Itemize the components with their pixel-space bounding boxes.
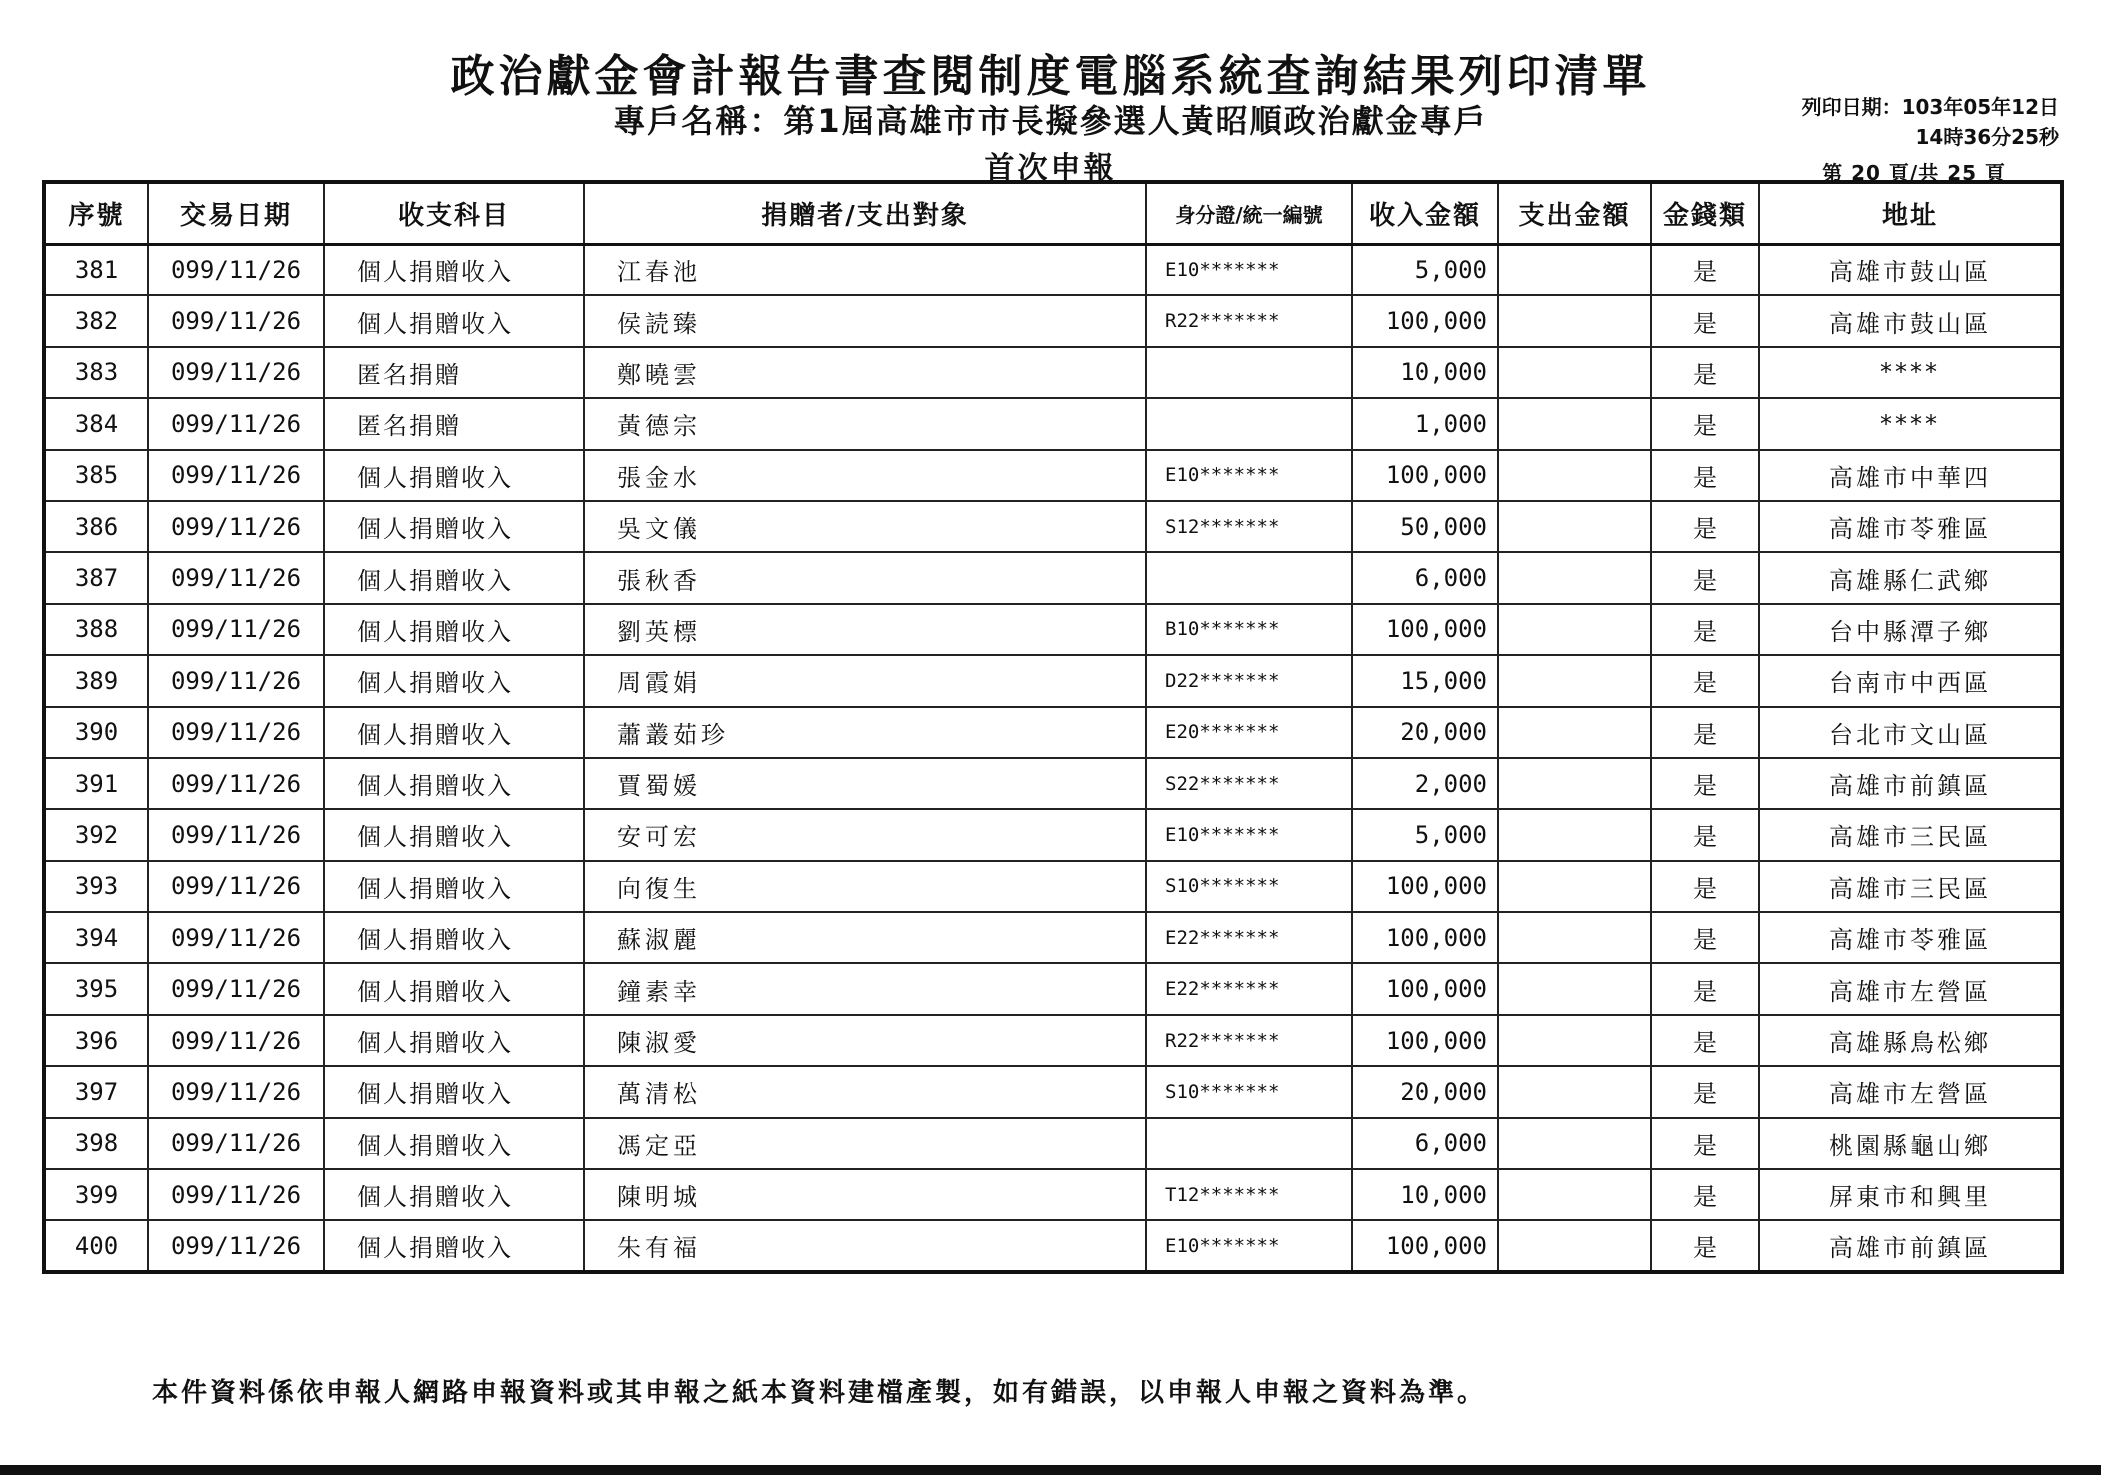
cell-seq: 398 — [44, 1118, 148, 1169]
cell-category: 個人捐贈收入 — [324, 295, 584, 346]
cell-date: 099/11/26 — [148, 809, 324, 860]
cell-date: 099/11/26 — [148, 398, 324, 449]
cell-id: S10******* — [1146, 1066, 1352, 1117]
cell-income: 50,000 — [1352, 501, 1498, 552]
table-row — [44, 809, 2062, 860]
table-row — [44, 1118, 2062, 1169]
column-header-seq: 序號 — [44, 182, 148, 244]
table-row — [44, 450, 2062, 501]
cell-address: 高雄市左營區 — [1759, 963, 2062, 1014]
cell-expense — [1498, 552, 1651, 603]
cell-expense — [1498, 501, 1651, 552]
table-row — [44, 398, 2062, 449]
cell-date: 099/11/26 — [148, 1066, 324, 1117]
cell-id: R22******* — [1146, 1015, 1352, 1066]
cell-category: 個人捐贈收入 — [324, 1066, 584, 1117]
table-row — [44, 1066, 2062, 1117]
cell-donor: 陳明城 — [584, 1169, 1146, 1220]
cell-expense — [1498, 398, 1651, 449]
cell-donor: 周霞娟 — [584, 655, 1146, 706]
cell-income: 100,000 — [1352, 1015, 1498, 1066]
report-type: 首次申報 — [984, 151, 1117, 186]
cell-seq: 396 — [44, 1015, 148, 1066]
cell-money-type: 是 — [1651, 1169, 1759, 1220]
cell-address: 高雄市苓雅區 — [1759, 912, 2062, 963]
cell-address: 高雄縣仁武鄉 — [1759, 552, 2062, 603]
cell-address: 台南市中西區 — [1759, 655, 2062, 706]
cell-expense — [1498, 244, 1651, 295]
cell-date: 099/11/26 — [148, 1169, 324, 1220]
cell-money-type: 是 — [1651, 1220, 1759, 1271]
cell-date: 099/11/26 — [148, 604, 324, 655]
cell-seq: 399 — [44, 1169, 148, 1220]
cell-expense — [1498, 295, 1651, 346]
cell-date: 099/11/26 — [148, 347, 324, 398]
cell-income: 1,000 — [1352, 398, 1498, 449]
cell-category: 個人捐贈收入 — [324, 501, 584, 552]
cell-id — [1146, 1118, 1352, 1169]
cell-category: 個人捐贈收入 — [324, 809, 584, 860]
cell-category: 個人捐贈收入 — [324, 912, 584, 963]
cell-id: E22******* — [1146, 912, 1352, 963]
cell-date: 099/11/26 — [148, 1220, 324, 1271]
column-header-expense: 支出金額 — [1498, 182, 1651, 244]
cell-id: E22******* — [1146, 963, 1352, 1014]
cell-seq: 384 — [44, 398, 148, 449]
cell-seq: 383 — [44, 347, 148, 398]
cell-id: B10******* — [1146, 604, 1352, 655]
cell-expense — [1498, 861, 1651, 912]
cell-income: 5,000 — [1352, 244, 1498, 295]
cell-donor: 向復生 — [584, 861, 1146, 912]
cell-money-type: 是 — [1651, 809, 1759, 860]
cell-category: 匿名捐贈 — [324, 398, 584, 449]
cell-category: 個人捐贈收入 — [324, 707, 584, 758]
cell-seq: 385 — [44, 450, 148, 501]
cell-id — [1146, 398, 1352, 449]
cell-money-type: 是 — [1651, 963, 1759, 1014]
cell-income: 6,000 — [1352, 552, 1498, 603]
column-header-address: 地址 — [1759, 182, 2062, 244]
cell-date: 099/11/26 — [148, 1015, 324, 1066]
cell-seq: 388 — [44, 604, 148, 655]
cell-seq: 382 — [44, 295, 148, 346]
cell-seq: 395 — [44, 963, 148, 1014]
table-row — [44, 604, 2062, 655]
print-date-line1: 列印日期：103年05年12日 — [1801, 95, 2059, 119]
cell-address: 高雄市鼓山區 — [1759, 244, 2062, 295]
cell-id: E10******* — [1146, 450, 1352, 501]
cell-donor: 賈蜀媛 — [584, 758, 1146, 809]
table-row — [44, 912, 2062, 963]
column-header-id: 身分證/統一編號 — [1146, 182, 1352, 244]
cell-income: 100,000 — [1352, 295, 1498, 346]
document-title: 政治獻金會計報告書查閱制度電腦系統查詢結果列印清單 — [450, 51, 1651, 102]
column-header-income: 收入金額 — [1352, 182, 1498, 244]
cell-seq: 390 — [44, 707, 148, 758]
cell-donor: 朱有福 — [584, 1220, 1146, 1271]
footer-note: 本件資料係依申報人網路申報資料或其申報之紙本資料建檔產製，如有錯誤，以申報人申報之資料為準。 — [152, 1378, 1487, 1408]
cell-category: 個人捐贈收入 — [324, 1015, 584, 1066]
cell-money-type: 是 — [1651, 552, 1759, 603]
cell-address: 高雄市三民區 — [1759, 809, 2062, 860]
cell-seq: 387 — [44, 552, 148, 603]
cell-income: 6,000 — [1352, 1118, 1498, 1169]
cell-address: 高雄市前鎮區 — [1759, 758, 2062, 809]
cell-expense — [1498, 912, 1651, 963]
table-row — [44, 861, 2062, 912]
cell-expense — [1498, 1118, 1651, 1169]
ledger-body — [44, 244, 2062, 1272]
cell-money-type: 是 — [1651, 912, 1759, 963]
cell-category: 個人捐贈收入 — [324, 1220, 584, 1271]
cell-id — [1146, 552, 1352, 603]
cell-income: 100,000 — [1352, 450, 1498, 501]
column-header-category: 收支科目 — [324, 182, 584, 244]
cell-money-type: 是 — [1651, 1118, 1759, 1169]
cell-category: 個人捐贈收入 — [324, 1169, 584, 1220]
cell-donor: 黃德宗 — [584, 398, 1146, 449]
table-row — [44, 347, 2062, 398]
column-header-donor: 捐贈者/支出對象 — [584, 182, 1146, 244]
cell-address: 高雄市苓雅區 — [1759, 501, 2062, 552]
cell-expense — [1498, 655, 1651, 706]
cell-money-type: 是 — [1651, 1015, 1759, 1066]
cell-category: 個人捐贈收入 — [324, 450, 584, 501]
cell-category: 個人捐贈收入 — [324, 861, 584, 912]
cell-donor: 鄭曉雲 — [584, 347, 1146, 398]
cell-income: 20,000 — [1352, 1066, 1498, 1117]
cell-address: 高雄縣鳥松鄉 — [1759, 1015, 2062, 1066]
table-row — [44, 1015, 2062, 1066]
cell-id: E10******* — [1146, 1220, 1352, 1271]
table-row — [44, 758, 2062, 809]
cell-seq: 394 — [44, 912, 148, 963]
cell-category: 個人捐贈收入 — [324, 758, 584, 809]
print-date-line2: 14時36分25秒 — [1915, 125, 2059, 149]
cell-category: 個人捐贈收入 — [324, 244, 584, 295]
cell-seq: 389 — [44, 655, 148, 706]
cell-category: 個人捐贈收入 — [324, 655, 584, 706]
cell-expense — [1498, 604, 1651, 655]
cell-address: 台中縣潭子鄉 — [1759, 604, 2062, 655]
table-row — [44, 295, 2062, 346]
cell-income: 100,000 — [1352, 963, 1498, 1014]
cell-address: 高雄市前鎮區 — [1759, 1220, 2062, 1271]
cell-income: 5,000 — [1352, 809, 1498, 860]
cell-id — [1146, 347, 1352, 398]
cell-expense — [1498, 1169, 1651, 1220]
cell-donor: 萬清松 — [584, 1066, 1146, 1117]
cell-money-type: 是 — [1651, 244, 1759, 295]
cell-donor: 劉英標 — [584, 604, 1146, 655]
cell-expense — [1498, 963, 1651, 1014]
bottom-edge — [0, 1465, 2101, 1475]
table-row — [44, 1169, 2062, 1220]
cell-money-type: 是 — [1651, 861, 1759, 912]
cell-seq: 400 — [44, 1220, 148, 1271]
cell-money-type: 是 — [1651, 758, 1759, 809]
cell-seq: 397 — [44, 1066, 148, 1117]
cell-expense — [1498, 809, 1651, 860]
ledger-table — [42, 180, 2064, 1274]
cell-seq: 391 — [44, 758, 148, 809]
cell-seq: 386 — [44, 501, 148, 552]
account-name: 專戶名稱：第1屆高雄市市長擬參選人黃昭順政治獻金專戶 — [613, 102, 1488, 140]
cell-id: S10******* — [1146, 861, 1352, 912]
cell-money-type: 是 — [1651, 707, 1759, 758]
cell-address: 高雄市中華四 — [1759, 450, 2062, 501]
cell-date: 099/11/26 — [148, 552, 324, 603]
cell-category: 個人捐贈收入 — [324, 963, 584, 1014]
cell-donor: 蘇淑麗 — [584, 912, 1146, 963]
cell-date: 099/11/26 — [148, 1118, 324, 1169]
table-row — [44, 707, 2062, 758]
cell-expense — [1498, 1015, 1651, 1066]
cell-income: 2,000 — [1352, 758, 1498, 809]
cell-address: 屏東市和興里 — [1759, 1169, 2062, 1220]
table-row — [44, 1220, 2062, 1271]
page-info: 第 20 頁/共 25 頁 — [1822, 161, 2006, 185]
cell-address: 桃園縣龜山鄉 — [1759, 1118, 2062, 1169]
cell-address: 高雄市鼓山區 — [1759, 295, 2062, 346]
cell-donor: 張金水 — [584, 450, 1146, 501]
cell-seq: 392 — [44, 809, 148, 860]
cell-donor: 吳文儀 — [584, 501, 1146, 552]
cell-id: R22******* — [1146, 295, 1352, 346]
cell-expense — [1498, 707, 1651, 758]
cell-donor: 馮定亞 — [584, 1118, 1146, 1169]
cell-id: E10******* — [1146, 809, 1352, 860]
cell-expense — [1498, 450, 1651, 501]
cell-money-type: 是 — [1651, 347, 1759, 398]
cell-date: 099/11/26 — [148, 861, 324, 912]
cell-date: 099/11/26 — [148, 912, 324, 963]
cell-income: 20,000 — [1352, 707, 1498, 758]
table-row — [44, 501, 2062, 552]
cell-donor: 江春池 — [584, 244, 1146, 295]
table-row — [44, 244, 2062, 295]
cell-date: 099/11/26 — [148, 244, 324, 295]
cell-money-type: 是 — [1651, 1066, 1759, 1117]
cell-expense — [1498, 758, 1651, 809]
cell-address: **** — [1759, 398, 2062, 449]
cell-address: 台北市文山區 — [1759, 707, 2062, 758]
table-header-row — [44, 182, 2062, 244]
cell-expense — [1498, 1066, 1651, 1117]
cell-seq: 393 — [44, 861, 148, 912]
cell-seq: 381 — [44, 244, 148, 295]
cell-date: 099/11/26 — [148, 707, 324, 758]
cell-expense — [1498, 1220, 1651, 1271]
cell-id: D22******* — [1146, 655, 1352, 706]
cell-id: S22******* — [1146, 758, 1352, 809]
cell-money-type: 是 — [1651, 295, 1759, 346]
cell-date: 099/11/26 — [148, 655, 324, 706]
cell-income: 100,000 — [1352, 604, 1498, 655]
cell-id: T12******* — [1146, 1169, 1352, 1220]
column-header-date: 交易日期 — [148, 182, 324, 244]
cell-income: 10,000 — [1352, 1169, 1498, 1220]
table-row — [44, 963, 2062, 1014]
cell-date: 099/11/26 — [148, 295, 324, 346]
cell-donor: 侯読臻 — [584, 295, 1146, 346]
column-header-money-type: 金錢類 — [1651, 182, 1759, 244]
table-row — [44, 655, 2062, 706]
cell-category: 個人捐贈收入 — [324, 552, 584, 603]
table-row — [44, 552, 2062, 603]
cell-income: 10,000 — [1352, 347, 1498, 398]
cell-income: 100,000 — [1352, 861, 1498, 912]
cell-donor: 張秋香 — [584, 552, 1146, 603]
cell-money-type: 是 — [1651, 604, 1759, 655]
cell-donor: 鐘素幸 — [584, 963, 1146, 1014]
cell-expense — [1498, 347, 1651, 398]
cell-donor: 安可宏 — [584, 809, 1146, 860]
cell-income: 100,000 — [1352, 1220, 1498, 1271]
cell-money-type: 是 — [1651, 655, 1759, 706]
cell-income: 100,000 — [1352, 912, 1498, 963]
cell-category: 個人捐贈收入 — [324, 1118, 584, 1169]
cell-address: **** — [1759, 347, 2062, 398]
cell-address: 高雄市三民區 — [1759, 861, 2062, 912]
cell-income: 15,000 — [1352, 655, 1498, 706]
cell-money-type: 是 — [1651, 501, 1759, 552]
cell-id: S12******* — [1146, 501, 1352, 552]
cell-date: 099/11/26 — [148, 963, 324, 1014]
cell-money-type: 是 — [1651, 398, 1759, 449]
print-date — [1802, 92, 2059, 152]
cell-category: 匿名捐贈 — [324, 347, 584, 398]
cell-money-type: 是 — [1651, 450, 1759, 501]
cell-donor: 蕭叢茹珍 — [584, 707, 1146, 758]
cell-date: 099/11/26 — [148, 758, 324, 809]
cell-donor: 陳淑愛 — [584, 1015, 1146, 1066]
cell-date: 099/11/26 — [148, 501, 324, 552]
cell-category: 個人捐贈收入 — [324, 604, 584, 655]
cell-id: E20******* — [1146, 707, 1352, 758]
cell-address: 高雄市左營區 — [1759, 1066, 2062, 1117]
cell-date: 099/11/26 — [148, 450, 324, 501]
cell-id: E10******* — [1146, 244, 1352, 295]
